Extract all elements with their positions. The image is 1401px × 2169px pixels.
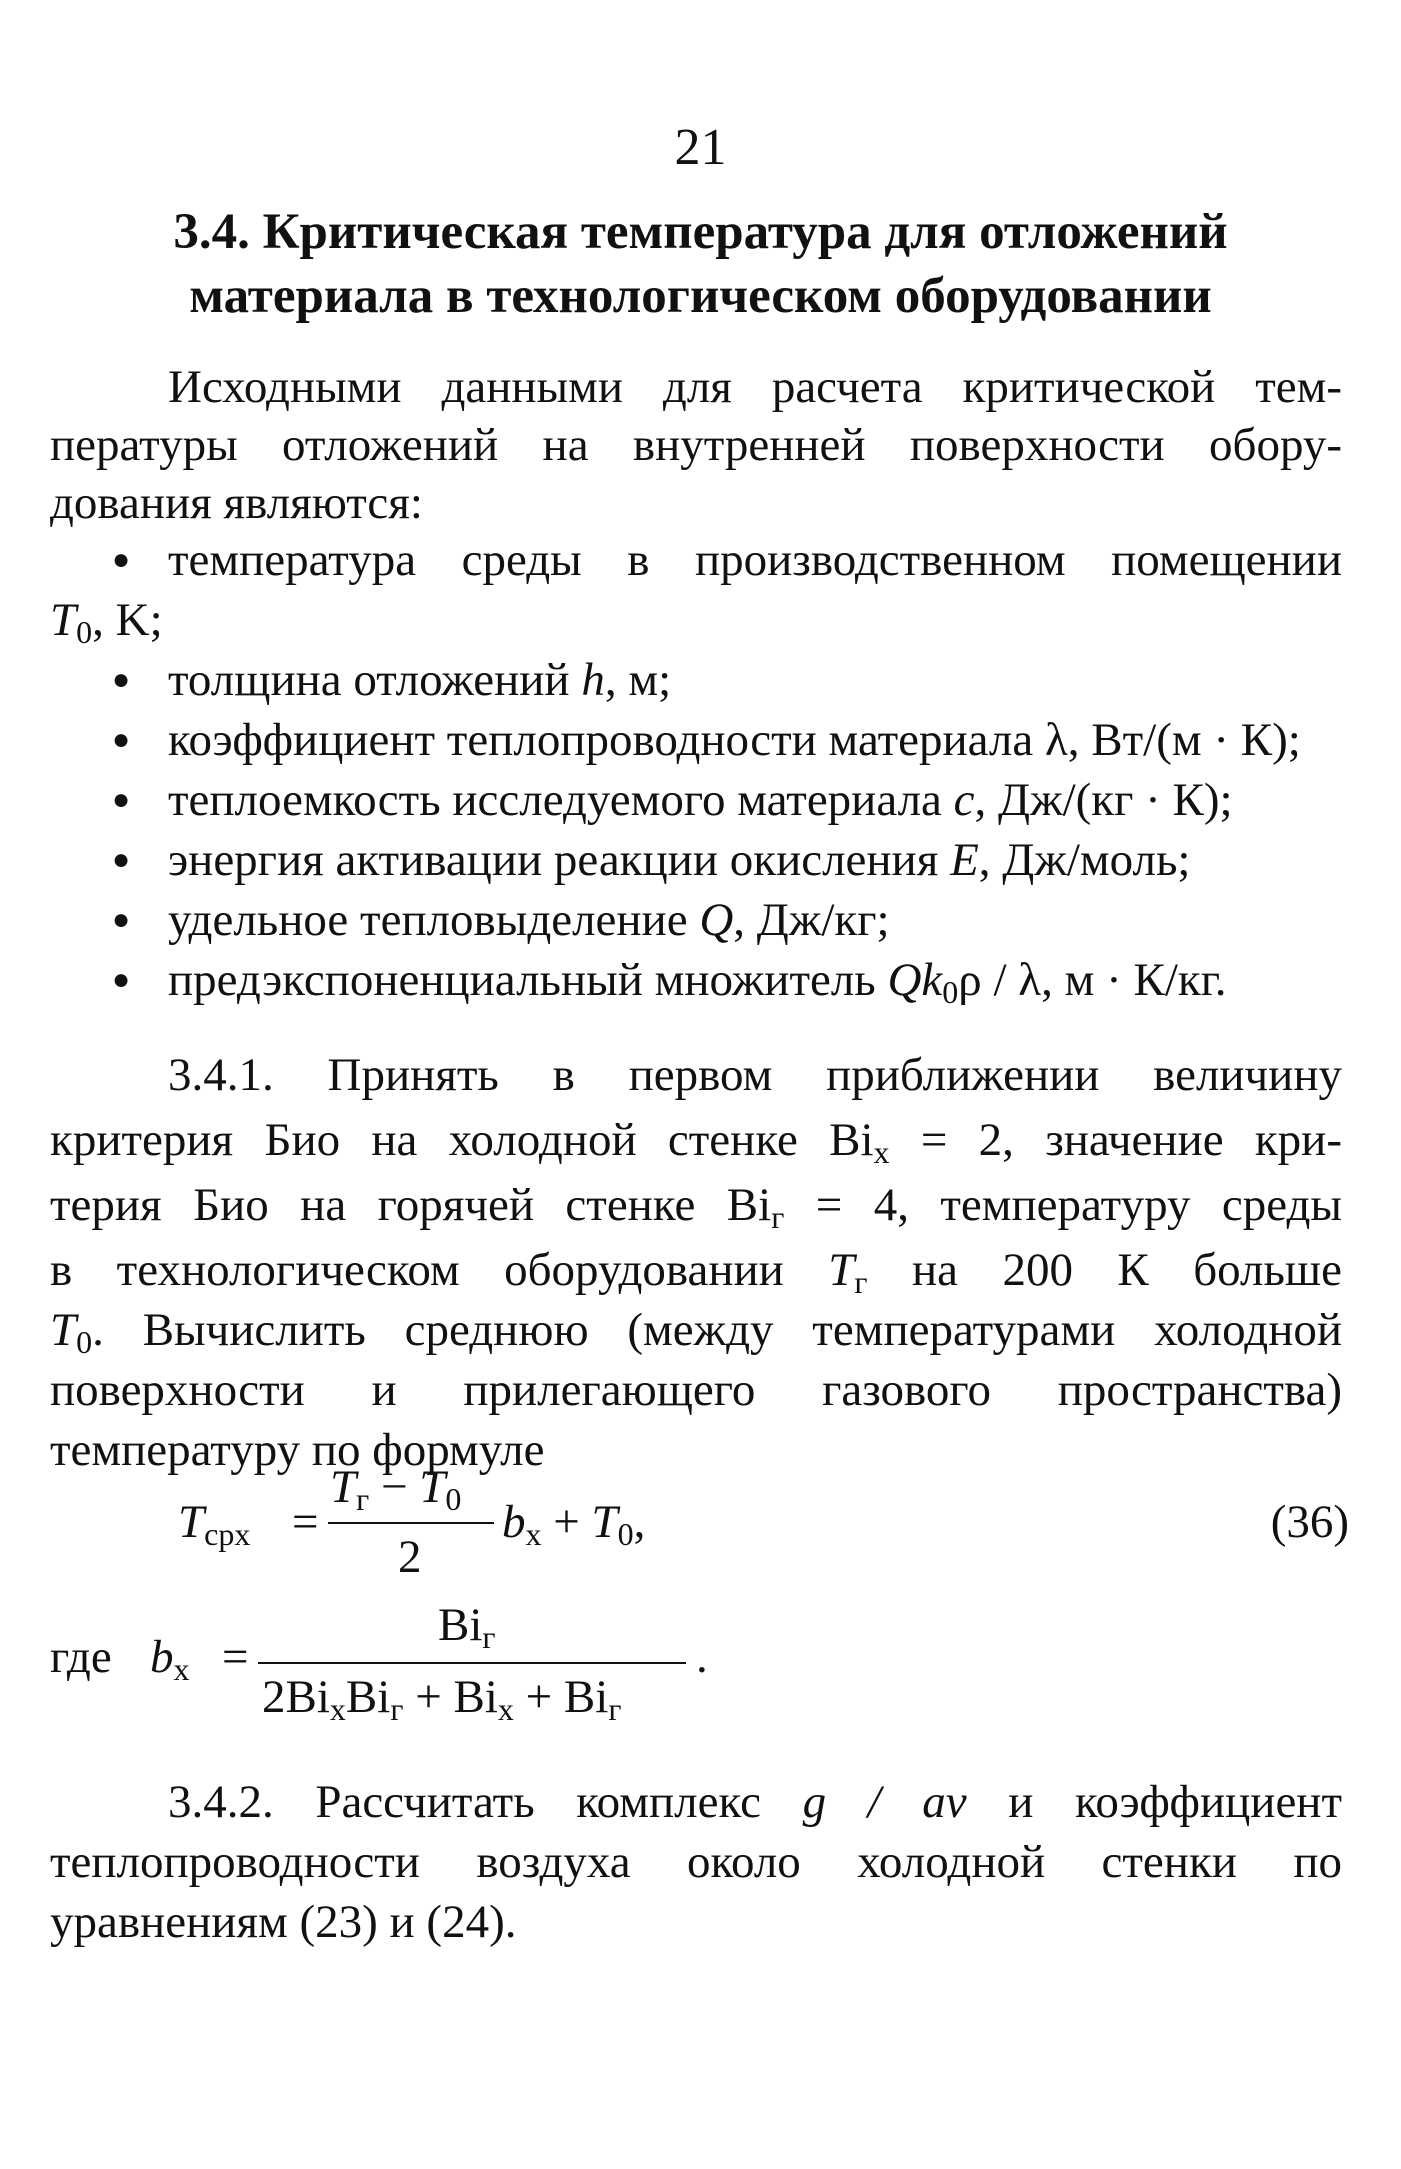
step-342-line-3: уравнениям (23) и (24).	[50, 1896, 517, 1948]
formula-bx-tail: .	[696, 1631, 708, 1683]
bullet-4-text: теплоемкость исследуемого материала c, Дж/(кг · К);	[168, 774, 1233, 826]
heading-line-2: материала в технологическом оборудовании	[189, 268, 1212, 324]
step-341-line-7: температуру по формуле	[50, 1424, 545, 1476]
bullet-mark: ●	[112, 723, 131, 756]
bullet-mark: ●	[112, 543, 131, 576]
formula-36-rhs: $b_x + T_0$,	[502, 1496, 646, 1552]
bullet-mark: ●	[112, 663, 131, 696]
bullet-6-text: удельное тепловыделение Q, Дж/кг;	[168, 894, 890, 946]
formula-36-equals: =	[292, 1496, 319, 1548]
formula-bx-numerator: $Bi_г$	[438, 1599, 496, 1655]
formula-36-fraction-bar	[328, 1522, 494, 1524]
step-341-line-2: критерия Био на холодной стенке $Bi_x = 2$, значение кри-	[50, 1114, 1342, 1170]
intro-line-3: дования являются:	[50, 477, 423, 529]
bullet-mark: ●	[112, 783, 131, 816]
bullet-mark: ●	[112, 843, 131, 876]
bullet-mark: ●	[112, 903, 131, 936]
step-341-line-3: терия Био на горячей стенке $Bi_г = 4$, температуру среды	[50, 1179, 1343, 1235]
intro-line-1: Исходными данными для расчета критической тем-	[168, 361, 1342, 413]
heading-line-1: 3.4. Критическая температура для отложений	[173, 204, 1228, 260]
formula-36-lhs: $T_{срx}$	[178, 1496, 251, 1552]
formula-bx-lhs: $b_x$	[150, 1631, 190, 1687]
step-341-line-5: $T_0$. Вычислить среднюю (между температурами холодной	[50, 1304, 1342, 1360]
formula-bx-where: где	[50, 1631, 112, 1683]
formula-bx-fraction-bar	[258, 1662, 686, 1664]
bullet-3-text: коэффициент теплопроводности материала λ, Вт/(м · К);	[168, 714, 1301, 766]
page-number: 21	[674, 119, 727, 176]
step-341-line-4: в технологическом оборудовании $T_г$ на 200 К больше	[50, 1244, 1342, 1300]
bullet-2-text: толщина отложений h, м;	[168, 654, 672, 706]
step-342-line-2: теплопроводности воздуха около холодной стенки по	[50, 1836, 1342, 1888]
step-341-line-6: поверхности и прилегающего газового пространства)	[50, 1364, 1342, 1416]
bullet-5-text: энергия активации реакции окисления E, Дж/моль;	[168, 834, 1191, 886]
formula-bx-equals: =	[222, 1631, 249, 1683]
bullet-1-continuation: $T_0$, K;	[50, 594, 163, 650]
bullet-7-text: предэкспоненциальный множитель $Qk_0\rho$ / λ, м · К/кг.	[168, 954, 1227, 1010]
equation-number: (36)	[1270, 1496, 1349, 1548]
formula-bx-denominator: $2Bi_xBi_г + Bi_x + Bi_г$	[262, 1671, 622, 1727]
step-342-line-1: 3.4.2. Рассчитать комплекс g / av и коэффициент	[168, 1776, 1343, 1828]
bullet-1-text: температура среды в производственном помещении	[168, 534, 1342, 586]
section-heading	[0, 200, 1401, 328]
intro-line-2: пературы отложений на внутренней поверхности обору-	[50, 419, 1342, 471]
formula-36-denominator: 2	[398, 1531, 422, 1583]
bullet-mark: ●	[112, 963, 131, 996]
formula-36-numerator: $T_г - T_0$	[330, 1461, 462, 1517]
step-341-line-1: 3.4.1. Принять в первом приближении величину	[168, 1049, 1342, 1101]
